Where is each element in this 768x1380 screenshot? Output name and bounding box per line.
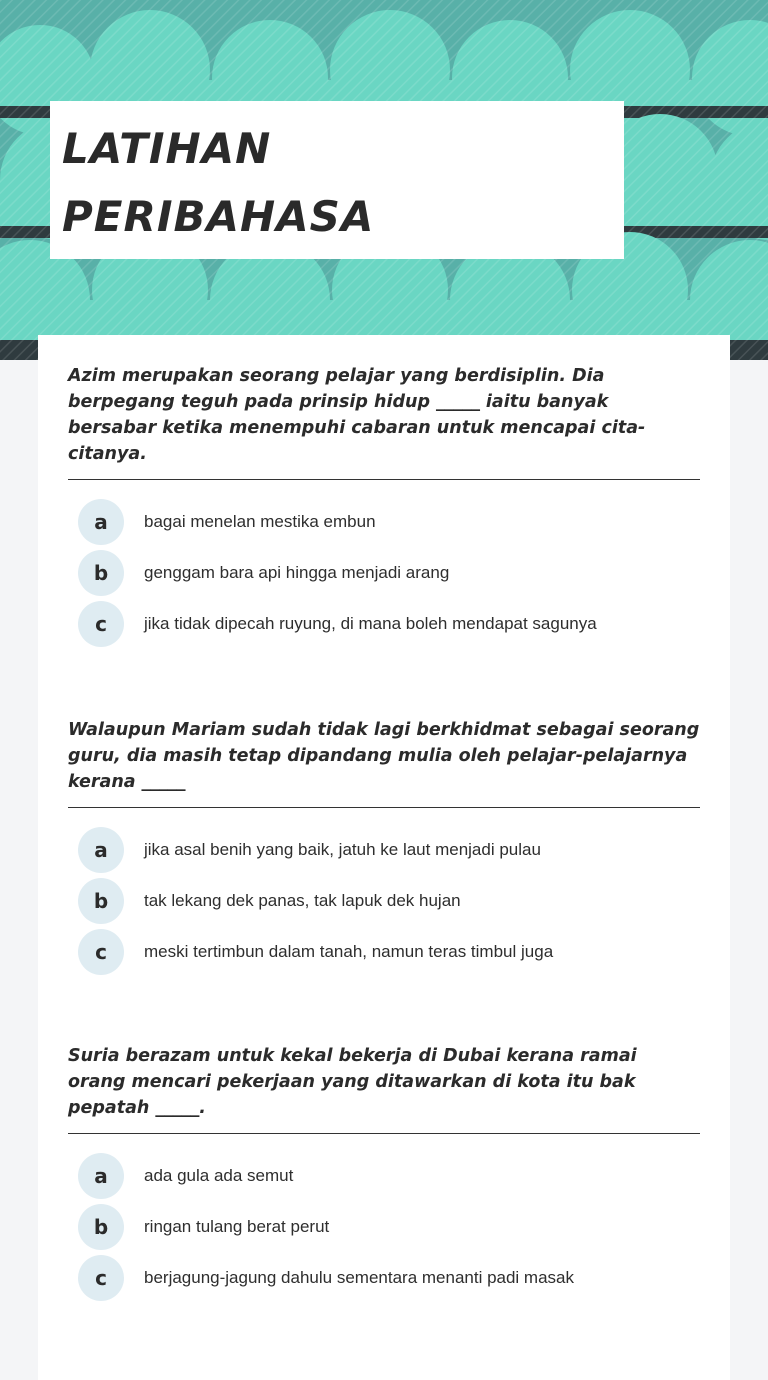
option-label: jika tidak dipecah ruyung, di mana boleh mendapat sagunya (144, 613, 597, 633)
option-a[interactable] (78, 496, 700, 547)
option-letter-badge: c (78, 601, 124, 647)
header-banner (0, 0, 768, 360)
title-box (50, 101, 624, 259)
option-letter-badge: a (78, 1153, 124, 1199)
option-label: genggam bara api hingga menjadi arang (144, 562, 450, 582)
question-3 (68, 1043, 700, 1303)
options-list (68, 1150, 700, 1303)
option-b[interactable] (78, 547, 700, 598)
option-letter-badge: c (78, 1255, 124, 1301)
option-a[interactable] (78, 824, 700, 875)
question-text: Azim merupakan seorang pelajar yang berdisiplin. Dia berpegang teguh pada prinsip hidup _____ iaitu banyak bersabar ketika menempuhi cabaran untuk mencapai cita-citanya. (68, 363, 700, 480)
options-list (68, 824, 700, 977)
title-line-2: PERIBAHASA (62, 192, 375, 241)
option-label: meski tertimbun dalam tanah, namun teras timbul juga (144, 941, 554, 961)
option-b[interactable] (78, 1201, 700, 1252)
option-letter-badge: a (78, 499, 124, 545)
option-letter-badge: b (78, 1204, 124, 1250)
option-label: tak lekang dek panas, tak lapuk dek hujan (144, 890, 461, 910)
option-a[interactable] (78, 1150, 700, 1201)
options-list (68, 496, 700, 649)
option-label: ada gula ada semut (144, 1165, 294, 1185)
question-2 (68, 717, 700, 977)
option-c[interactable] (78, 598, 700, 649)
option-letter-badge: b (78, 550, 124, 596)
option-label: bagai menelan mestika embun (144, 511, 376, 531)
option-letter-badge: a (78, 827, 124, 873)
page-title (62, 115, 602, 251)
title-line-1: LATIHAN (62, 124, 272, 173)
option-letter-badge: c (78, 929, 124, 975)
question-1 (68, 363, 700, 649)
question-text: Suria berazam untuk kekal bekerja di Dubai kerana ramai orang mencari pekerjaan yang ditawarkan di kota itu bak pepatah _____. (68, 1043, 700, 1134)
question-text: Walaupun Mariam sudah tidak lagi berkhidmat sebagai seorang guru, dia masih tetap dipandang mulia oleh pelajar-pelajarnya kerana _____ (68, 717, 700, 808)
worksheet-card (38, 335, 730, 1380)
option-label: ringan tulang berat perut (144, 1216, 330, 1236)
option-label: jika asal benih yang baik, jatuh ke laut menjadi pulau (144, 839, 541, 859)
option-b[interactable] (78, 875, 700, 926)
option-c[interactable] (78, 926, 700, 977)
option-letter-badge: b (78, 878, 124, 924)
option-label: berjagung-jagung dahulu sementara menanti padi masak (144, 1267, 575, 1287)
option-c[interactable] (78, 1252, 700, 1303)
